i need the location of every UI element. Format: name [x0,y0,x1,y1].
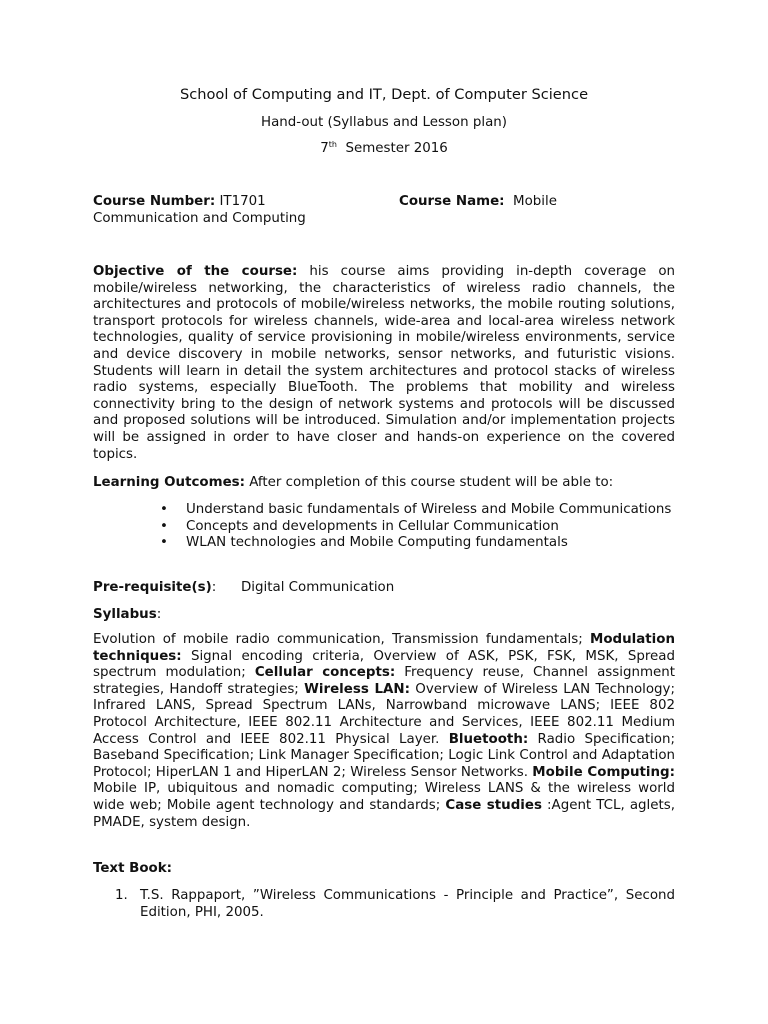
objective-text: his course aims providing in-depth coverage on mobile/wireless networking, the characteristics of wireless radio channels, the architectures and protocols of mobile/wireless networks, the mobile routing solutions, transport protocols for wireless channels, wide-area and local-area wireless network technologies, quality of service provisioning in mobile/wireless environments, service and device discovery in mobile networks, sensor networks, and futuristic visions. Students will learn in detail the system architectures and protocol stacks of wireless radio systems, especially BlueTooth. The problems that mobility and wireless connectivity bring to the design of network systems and protocols will be discussed and proposed solutions will be introduced. Simulation and/or implementation projects will be assigned in order to have closer and hands-on experience on the covered topics. [93,264,675,462]
bullet-marker: • [160,535,168,551]
semester-number: 7 [320,141,329,156]
page-title: School of Computing and IT, Dept. of Computer Science [179,86,589,103]
course-number-line [93,194,675,211]
textbook-label: Text Book: [93,861,173,876]
syllabus-text: Signal encoding criteria, Overview of ASK, PSK, FSK, MSK, Spread spectrum modulation; [93,648,675,681]
semester-line [93,141,675,158]
prerequisite-line [93,580,675,597]
list-item [115,888,675,921]
bullet-marker: • [160,518,168,534]
syllabus-topic-heading: Mobile Computing: [532,764,675,780]
syllabus-text: :Agent TCL, aglets, PMADE, system design. [93,797,675,830]
textbook-list [115,888,675,921]
learning-outcomes-label: Learning Outcomes: [93,475,245,490]
syllabus-text: Evolution of mobile radio communication, Transmission fundamentals; [93,632,590,647]
syllabus-text: Mobile IP, ubiquitous and nomadic computing; Wireless LANS & the wireless world wide web; Mobile agent technology and standards; [93,781,675,813]
bullet-marker: • [160,502,168,517]
prerequisite-value: Digital Communication [241,580,395,595]
list-item-text: T.S. Rappaport, ”Wireless Communications - Principle and Practice”, Second Edition, PHI, 2005. [140,888,675,920]
list-item-text: WLAN technologies and Mobile Computing fundamentals [186,535,568,551]
list-item [160,535,675,552]
syllabus-topic-heading: Modulation techniques: [93,632,675,664]
list-item [160,519,675,536]
course-name-continued: Communication and Computing [93,211,306,226]
syllabus-text: Overview of Wireless LAN Technology; Infrared LANS, Spread Spectrum LANs, Narrowband microwave LANS; IEEE 802 Protocol Architecture, IEEE 802.11 Architecture and Services, IEEE 802.11 Medium Access Control and IEEE 802.11 Physical Layer. [93,681,675,747]
learning-outcomes-list [160,502,675,552]
syllabus-colon: : [156,607,162,622]
objective-paragraph [93,264,675,463]
course-number-label: Course Number: [93,194,216,209]
objective-label: Objective of the course: [93,264,298,279]
syllabus-text: Radio Specification; Baseband Specification; Link Manager Specification; Logic Link Control and Adaptation Protocol; HiperLAN 1 and HiperLAN 2; Wireless Sensor Networks. [93,731,675,780]
syllabus-label: Syllabus [93,607,157,622]
list-item [160,502,675,519]
syllabus-topic-heading: Case studies [445,797,542,813]
syllabus-heading [93,607,675,624]
semester-ordinal: th [328,140,337,149]
syllabus-topic-heading: Bluetooth: [448,731,529,747]
learning-outcomes-text: After completion of this course student will be able to: [244,475,614,490]
course-name-value: Mobile [504,194,557,209]
list-item-text: Understand basic fundamentals of Wireless and Mobile Communications [186,502,672,517]
list-item-text: Concepts and developments in Cellular Communication [186,518,559,534]
syllabus-topic-heading: Cellular concepts: [254,665,396,681]
prerequisite-colon: : [211,580,217,595]
syllabus-topic-heading: Wireless LAN: [304,681,410,697]
list-number: 1. [115,888,128,903]
learning-outcomes-intro [93,475,675,492]
textbook-heading [93,861,675,878]
page-subtitle: Hand-out (Syllabus and Lesson plan) [261,115,507,130]
semester-text: Semester 2016 [336,141,448,156]
syllabus-text: Frequency reuse, Channel assignment strategies, Handoff strategies; [93,665,675,697]
prerequisite-label: Pre-requisite(s) [93,580,212,595]
course-name-field [399,194,557,211]
course-name-label: Course Name: [399,194,505,209]
syllabus-paragraph [93,632,675,831]
course-number-value: IT1701 [215,194,266,209]
